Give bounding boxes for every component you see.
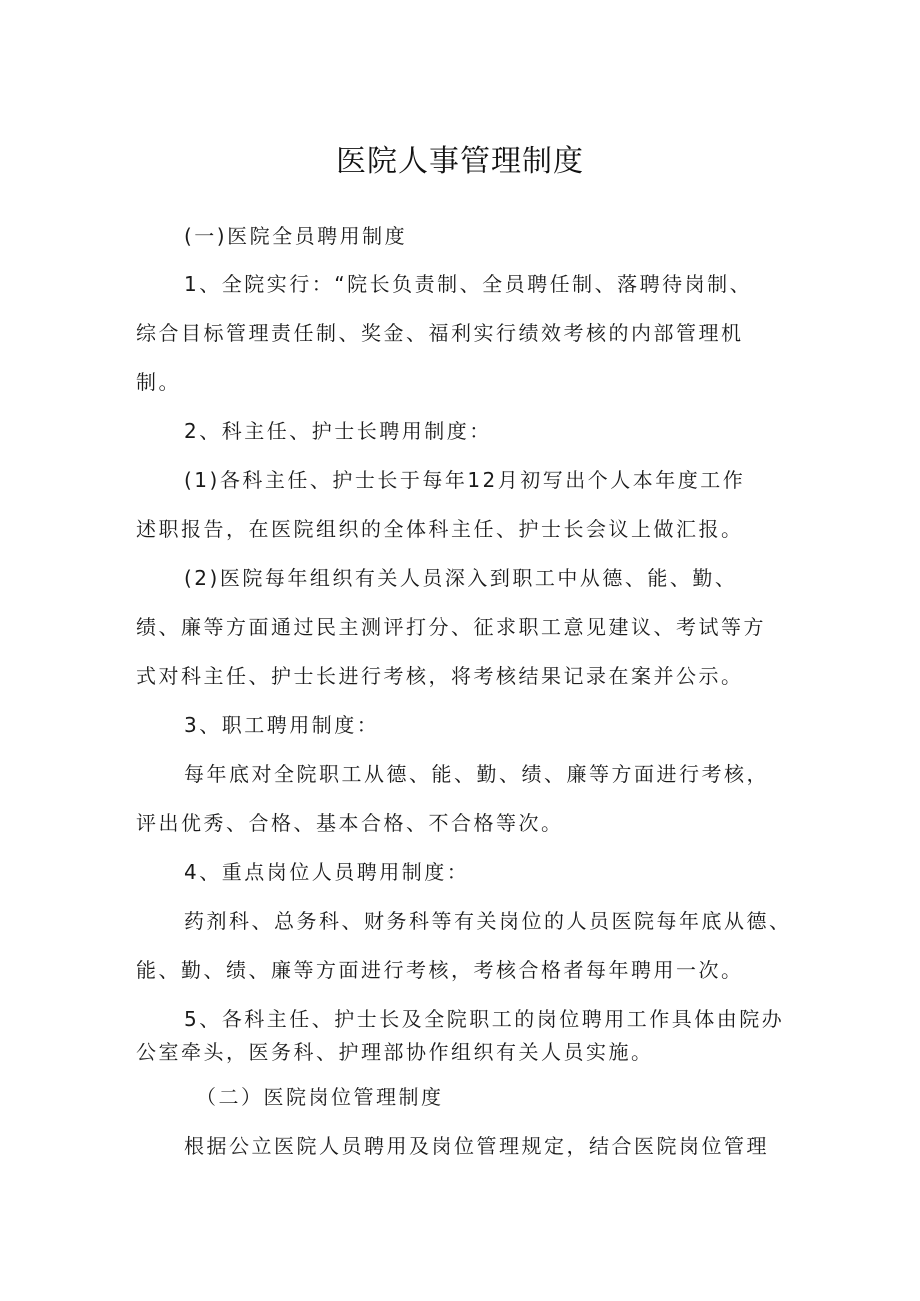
section-heading-1: (一)医院全员聘用制度 xyxy=(184,224,408,248)
paragraph-line: (1)各科主任、护士长于每年12月初写出个人本年度工作 xyxy=(184,468,746,492)
paragraph-line: 1、全院实行：“院长负责制、全员聘任制、落聘待岗制、 xyxy=(184,272,753,296)
paragraph-line: 4、重点岗位人员聘用制度： xyxy=(184,860,470,884)
paragraph-line: 综合目标管理责任制、奖金、福利实行绩效考核的内部管理机 xyxy=(136,321,744,345)
document-title: 医院人事管理制度 xyxy=(336,144,584,179)
section-heading-2: （二）医院岗位管理制度 xyxy=(196,1085,444,1109)
paragraph-line: 3、职工聘用制度： xyxy=(184,713,380,737)
paragraph-line: 绩、廉等方面通过民主测评打分、征求职工意见建议、考试等方 xyxy=(136,615,766,639)
paragraph-line: 制。 xyxy=(136,370,181,394)
paragraph-line: 根据公立医院人员聘用及岗位管理规定，结合医院岗位管理 xyxy=(184,1134,769,1158)
paragraph-line: 公室牵头，医务科、护理部协作组织有关人员实施。 xyxy=(136,1040,654,1064)
paragraph-line: 药剂科、总务科、财务科等有关岗位的人员医院每年底从德、 xyxy=(184,909,792,933)
paragraph-line: 评出优秀、合格、基本合格、不合格等次。 xyxy=(136,811,564,835)
paragraph-line: 能、勤、绩、廉等方面进行考核，考核合格者每年聘用一次。 xyxy=(136,958,744,982)
paragraph-line: 每年底对全院职工从德、能、勤、绩、廉等方面进行考核， xyxy=(184,762,769,786)
paragraph-line: 述职报告，在医院组织的全体科主任、护士长会议上做汇报。 xyxy=(136,517,744,541)
paragraph-line: 式对科主任、护士长进行考核，将考核结果记录在案并公示。 xyxy=(136,664,744,688)
paragraph-line: 2、科主任、护士长聘用制度： xyxy=(184,419,492,443)
paragraph-line: (2)医院每年组织有关人员深入到职工中从德、能、勤、 xyxy=(184,566,738,590)
paragraph-line: 5、各科主任、护士长及全院职工的岗位聘用工作具体由院办 xyxy=(184,1007,785,1031)
